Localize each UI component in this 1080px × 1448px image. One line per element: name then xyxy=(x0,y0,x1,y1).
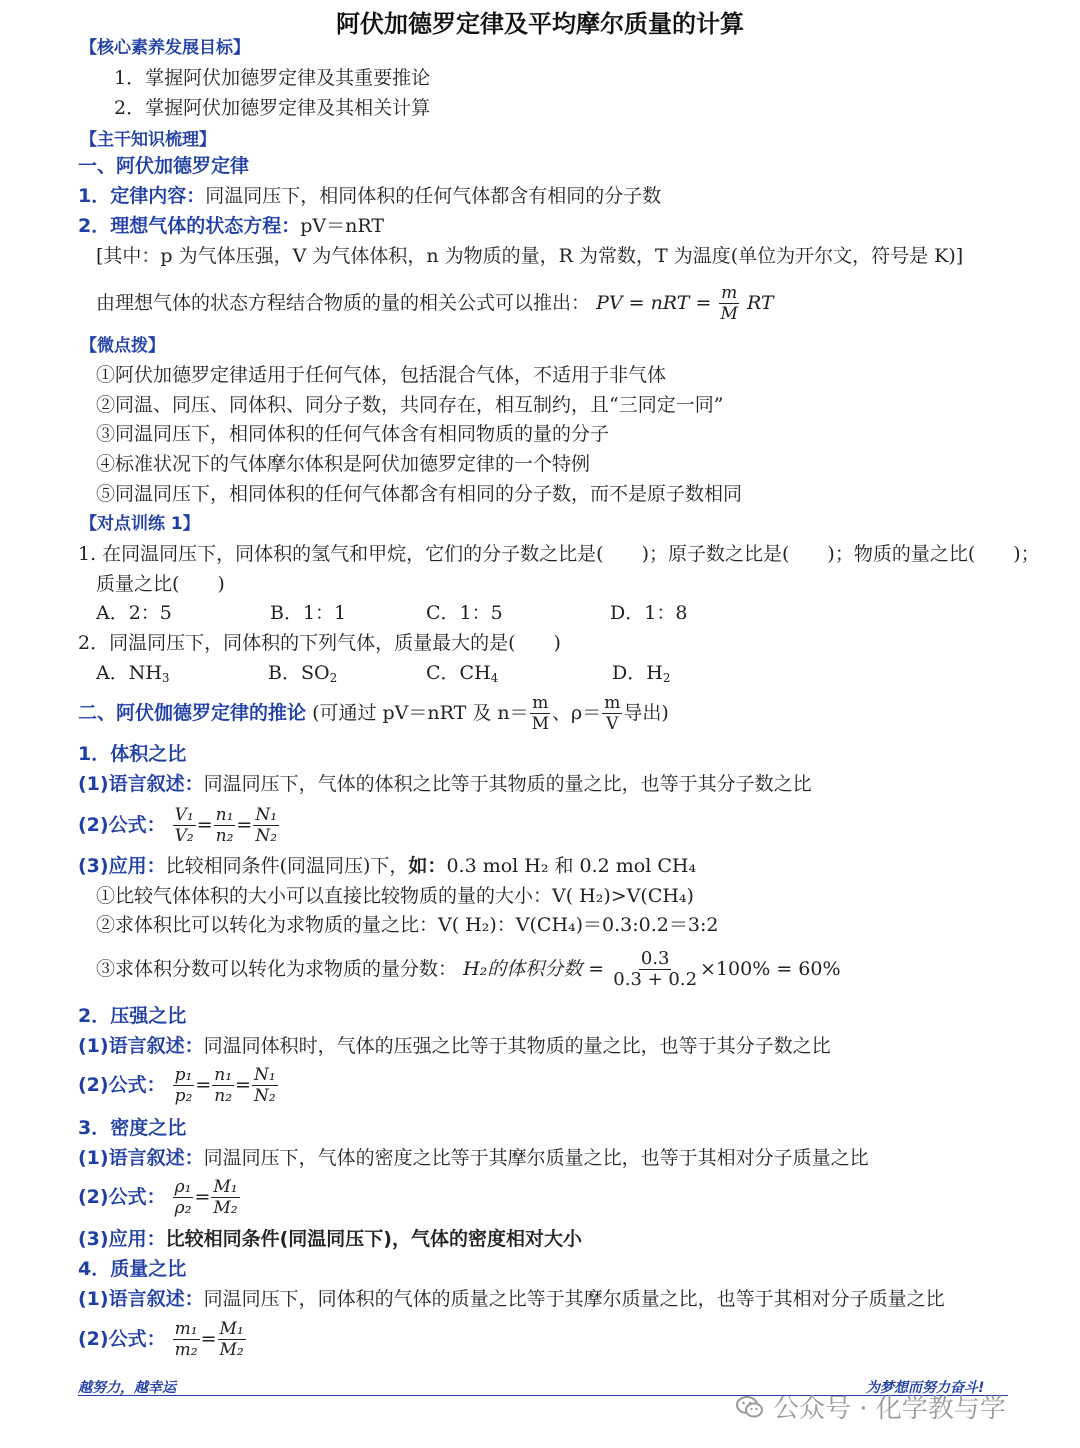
statement-label: (1)语言叙述： xyxy=(78,1147,204,1169)
statement-label: (1)语言叙述： xyxy=(78,1288,204,1310)
option-subscript: 3 xyxy=(161,671,170,685)
n-fraction xyxy=(530,693,551,734)
formula-fraction xyxy=(253,805,279,846)
fraction-numerator: N₁ xyxy=(255,804,278,825)
q2-option-a xyxy=(96,661,170,690)
pressure-formula-line: (2)公式： $\frac{\text{p₁}}{\text{p₂}}$ = $\frac{\text{n₁}}{\text{n₂}}$ = $\frac{\text{N₁}}{\text{N₂}}$ xyxy=(78,1064,276,1106)
fraction-denominator: V xyxy=(606,713,619,734)
statement-text: 同温同压下，气体的密度之比等于其摩尔质量之比，也等于其相对分子质量之比 xyxy=(203,1147,869,1169)
formula-fraction xyxy=(173,1177,194,1218)
goal-item: 1．掌握阿伏加德罗定律及其重要推论 xyxy=(114,67,431,89)
knowledge-tag: 【主干知识梳理】 xyxy=(80,130,216,150)
fraction-numerator: M₁ xyxy=(213,1176,238,1197)
fraction-numerator: V₁ xyxy=(174,804,194,825)
density-formula-line: (2)公式： $\frac{\text{ρ₁}}{\text{ρ₂}}$ = $\frac{\text{M₁}}{\text{M₂}}$ xyxy=(78,1176,238,1218)
fraction-denominator: M₂ xyxy=(219,1339,244,1360)
tip-item: ⑤同温同压下，相同体积的任何气体都含有相同的分子数，而不是原子数相同 xyxy=(96,483,743,505)
fraction-numerator: n₁ xyxy=(215,804,234,825)
application-text: 比较相同条件(同温同压)下， xyxy=(165,855,409,877)
formula-fraction xyxy=(214,805,236,846)
ideal-gas-note: [其中：p 为气体压强，V 为气体体积，n 为物质的量，R 为常数，T 为温度(单位为开尔文，符号是 K)] xyxy=(96,245,964,267)
footer-right-slogan: 为梦想而努力奋斗! xyxy=(866,1380,985,1396)
option-subscript: 2 xyxy=(662,671,671,685)
fraction-numerator: m₁ xyxy=(174,1318,198,1339)
application-example: 0.3 mol H₂ 和 0.2 mol CH₄ xyxy=(446,855,697,877)
formula-fraction xyxy=(212,1065,234,1106)
application-text: 比较相同条件(同温同压下)，气体的密度相对大小 xyxy=(165,1228,582,1250)
section1-heading: 一、阿伏加德罗定律 xyxy=(78,155,250,177)
formula-fraction xyxy=(173,1319,200,1360)
fraction-denominator: M xyxy=(720,303,738,324)
formula-label: (2)公式： xyxy=(78,1328,166,1350)
density-statement-line xyxy=(78,1146,869,1170)
fraction-denominator: m₂ xyxy=(174,1339,198,1360)
option-text: B．SO xyxy=(268,662,330,684)
volume-formula-line: (2)公式： $\frac{\text{V₁}}{\text{V₂}}$ = $\frac{\text{n₁}}{\text{n₂}}$ = $\frac{\text{N₁}}{\text{N₂}}$ xyxy=(78,804,278,846)
core-goals-tag: 【核心素养发展目标】 xyxy=(80,38,250,58)
q1-option-a: A．2：5 xyxy=(96,602,172,624)
derive-line xyxy=(96,280,774,325)
fraction-numerator: N₁ xyxy=(253,1064,276,1085)
formula-fraction xyxy=(218,1319,246,1360)
volume-application-line xyxy=(78,854,696,878)
q2-option-d xyxy=(612,661,670,690)
app3-text: ③求体积分数可以转化为求物质的量分数： xyxy=(96,958,458,980)
derive-text: 由理想气体的状态方程结合物质的量的相关公式可以推出： xyxy=(96,292,591,314)
section2-note-a: (可通过 pV＝nRT 及 n＝ xyxy=(312,702,529,724)
derive-fraction xyxy=(718,283,739,324)
section2-heading: 二、阿伏伽德罗定律的推论 xyxy=(78,702,307,724)
fraction-numerator: M₁ xyxy=(219,1318,244,1339)
statement-text: 同温同压下，气体的体积之比等于其物质的量之比，也等于其分子数之比 xyxy=(203,773,812,795)
option-subscript: 4 xyxy=(490,671,499,685)
statement-label: (1)语言叙述： xyxy=(78,773,204,795)
statement-text: 同温同体积时，气体的压强之比等于其物质的量之比，也等于其分子数之比 xyxy=(203,1035,831,1057)
fraction-denominator: p₂ xyxy=(174,1085,193,1106)
statement-text: 同温同压下，同体积的气体的质量之比等于其摩尔质量之比，也等于其相对分子质量之比 xyxy=(203,1288,945,1310)
volume-fraction-line xyxy=(96,946,841,991)
ideal-gas-label: 2．理想气体的状态方程： xyxy=(78,215,301,237)
formula-fraction xyxy=(252,1065,278,1106)
q1-option-c: C．1：5 xyxy=(426,602,503,624)
derive-eq-right: RT xyxy=(746,292,774,314)
ideal-gas-eq: pV＝nRT xyxy=(300,215,384,237)
mass-formula-line: (2)公式： $\frac{\text{m₁}}{\text{m₂}}$ = $\frac{\text{M₁}}{\text{M₂}}$ xyxy=(78,1318,244,1360)
mass-ratio-heading: 4．质量之比 xyxy=(78,1258,187,1280)
rho-fraction xyxy=(602,693,622,734)
volume-statement-line xyxy=(78,772,812,796)
watermark-text: 公众号 · 化学教与学 xyxy=(773,1394,1006,1424)
fraction-numerator: m xyxy=(604,692,621,713)
option-text: A．NH xyxy=(96,662,162,684)
question-1-line2: 质量之比( ) xyxy=(96,573,225,595)
volume-app-item: ①比较气体体积的大小可以直接比较物质的量的大小：V( H₂)>V(CH₄) xyxy=(96,885,694,907)
pressure-ratio-heading: 2．压强之比 xyxy=(78,1005,187,1027)
formula-label: (2)公式： xyxy=(78,1074,166,1096)
fraction-denominator: n₂ xyxy=(215,825,234,846)
app3-lhs: H₂的体积分数 = xyxy=(463,958,605,980)
law-label: 1．定律内容： xyxy=(78,185,206,207)
tips-tag: 【微点拨】 xyxy=(80,336,165,356)
practice-tag: 【对点训练 1】 xyxy=(80,514,200,534)
fraction-denominator: M₂ xyxy=(213,1197,238,1218)
wechat-icon xyxy=(735,1392,765,1422)
question-1-line1: 1. 在同温同压下，同体积的氢气和甲烷，它们的分子数之比是( )；原子数之比是( )；物质的量之比( )； xyxy=(78,543,1040,565)
derive-eq-left: PV = nRT = xyxy=(596,292,712,314)
page-title: 阿伏加德罗定律及平均摩尔质量的计算 xyxy=(336,10,744,38)
formula-fraction xyxy=(173,1065,195,1106)
fraction-denominator: N₂ xyxy=(253,1085,276,1106)
fraction-numerator: m xyxy=(532,692,549,713)
section2-note-c: 导出) xyxy=(623,702,669,724)
q1-option-d: D．1：8 xyxy=(610,602,688,624)
pressure-statement-line xyxy=(78,1034,831,1058)
option-text: C．CH xyxy=(426,662,491,684)
fraction-numerator: p₁ xyxy=(174,1064,193,1085)
section2-note-b: 、ρ＝ xyxy=(552,702,602,724)
fraction-denominator: M xyxy=(531,713,550,734)
density-ratio-heading: 3．密度之比 xyxy=(78,1117,187,1139)
application-label: (3)应用： xyxy=(78,855,166,877)
formula-fraction xyxy=(173,805,196,846)
statement-label: (1)语言叙述： xyxy=(78,1035,204,1057)
watermark xyxy=(735,1388,1006,1425)
law-line xyxy=(78,184,661,208)
formula-label: (2)公式： xyxy=(78,814,166,836)
volume-ratio-heading: 1．体积之比 xyxy=(78,743,187,765)
fraction-denominator: 0.3 + 0.2 xyxy=(613,968,698,990)
percent-fraction xyxy=(611,949,699,990)
fraction-denominator: N₂ xyxy=(255,825,278,846)
q1-option-b: B．1：1 xyxy=(270,602,347,624)
tip-item: ③同温同压下，相同体积的任何气体含有相同物质的量的分子 xyxy=(96,423,610,445)
fraction-denominator: ρ₂ xyxy=(174,1197,192,1218)
fraction-denominator: V₂ xyxy=(174,825,194,846)
tip-item: ①阿伏加德罗定律适用于任何气体，包括混合气体，不适用于非气体 xyxy=(96,364,667,386)
app3-rhs: ×100% = 60% xyxy=(700,958,841,980)
ideal-gas-line xyxy=(78,214,384,238)
volume-app-item: ②求体积比可以转化为求物质的量之比：V( H₂)：V(CH₄)＝0.3:0.2＝3:2 xyxy=(96,914,719,936)
fraction-denominator: n₂ xyxy=(214,1085,233,1106)
q2-option-b xyxy=(268,661,337,690)
footer-left-slogan: 越努力，越幸运 xyxy=(78,1380,176,1396)
fraction-numerator: ρ₁ xyxy=(174,1176,192,1197)
mass-statement-line xyxy=(78,1287,945,1311)
option-text: D．H xyxy=(612,662,663,684)
tip-item: ②同温、同压、同体积、同分子数，共同存在，相互制约，且“三同定一同” xyxy=(96,394,724,416)
tip-item: ④标准状况下的气体摩尔体积是阿伏加德罗定律的一个特例 xyxy=(96,453,591,475)
law-text: 同温同压下，相同体积的任何气体都含有相同的分子数 xyxy=(205,185,662,207)
formula-label: (2)公式： xyxy=(78,1186,166,1208)
application-label: (3)应用： xyxy=(78,1228,166,1250)
goal-item: 2．掌握阿伏加德罗定律及其相关计算 xyxy=(114,97,431,119)
option-subscript: 2 xyxy=(329,671,338,685)
fraction-numerator: 0.3 xyxy=(640,947,670,969)
question-2: 2．同温同压下，同体积的下列气体，质量最大的是( ) xyxy=(78,632,561,654)
q2-option-c xyxy=(426,661,498,690)
fraction-numerator: m xyxy=(721,282,738,303)
density-application-line xyxy=(78,1227,582,1251)
application-eg: 如： xyxy=(408,855,447,877)
formula-fraction xyxy=(211,1177,239,1218)
fraction-numerator: n₁ xyxy=(214,1064,233,1085)
section2-line xyxy=(78,690,669,735)
